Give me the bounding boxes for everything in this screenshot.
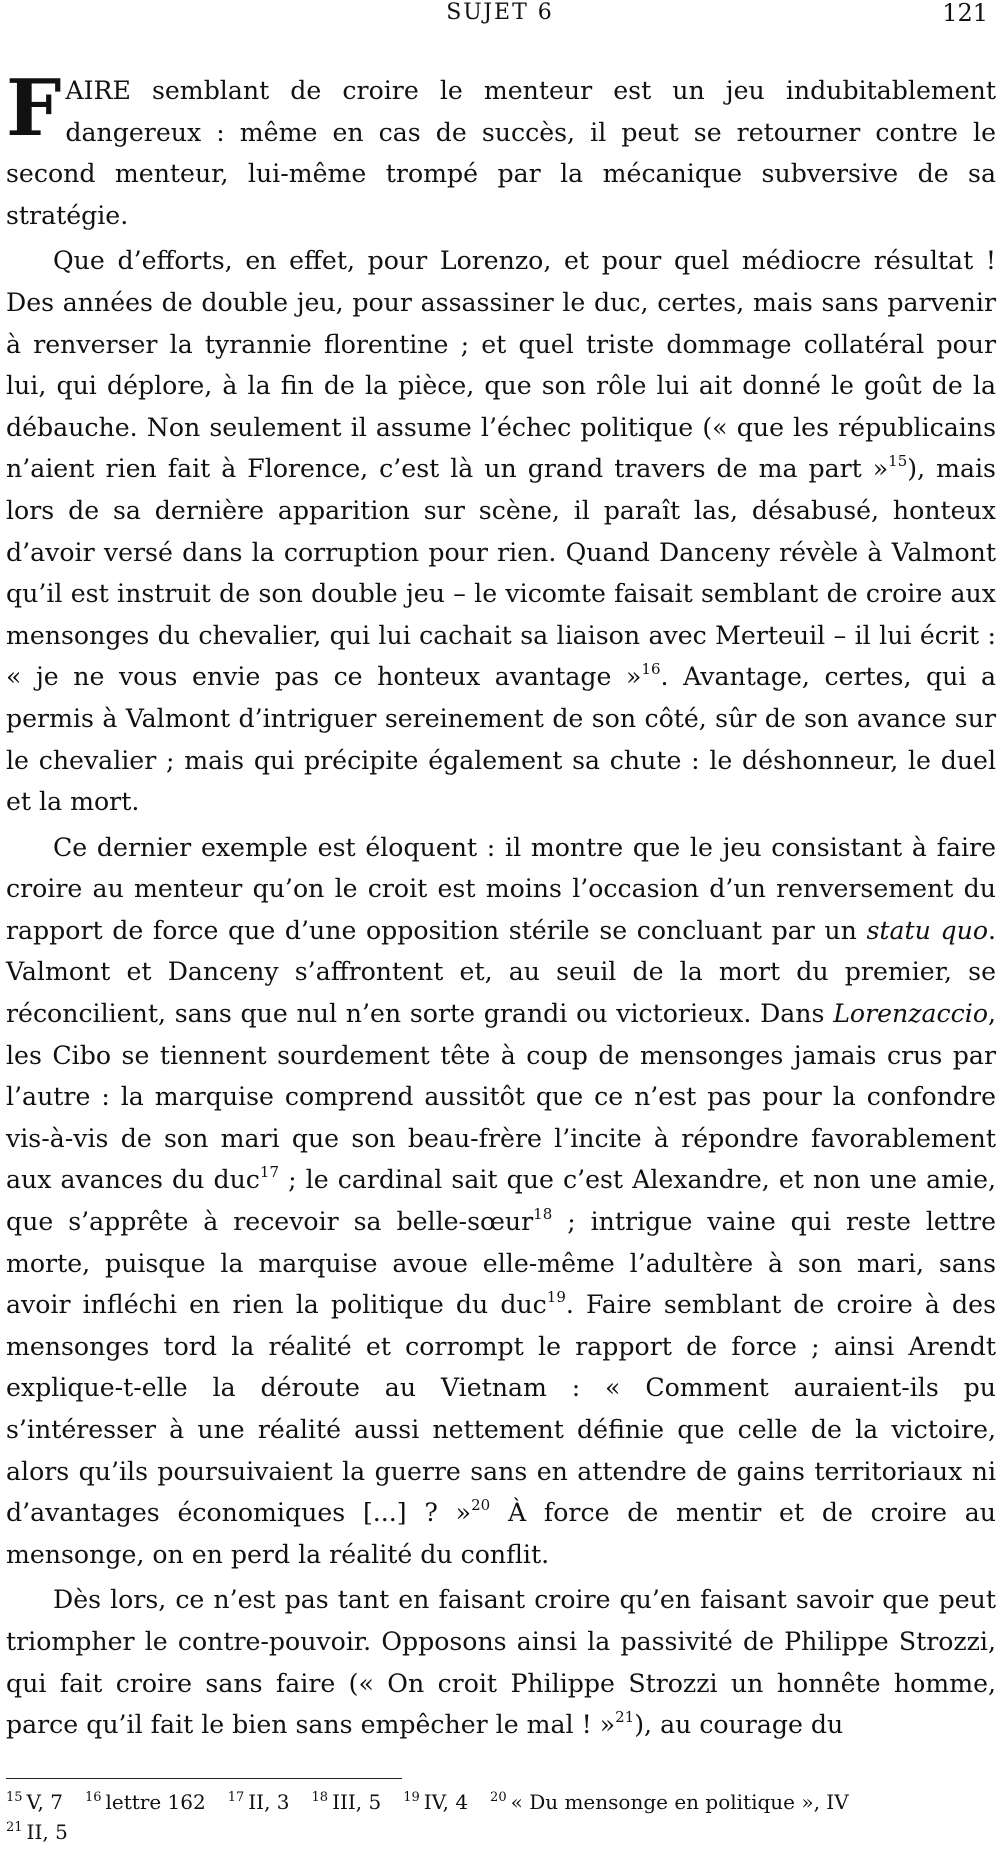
footnote [228, 1787, 290, 1817]
footnote-text: lettre 162 [105, 1790, 206, 1814]
text-run: ), mais lors de sa dernière apparition sur scène, il paraît las, désabusé, honteux d’avoir versé dans la corruption pour rien. Quand Danceny révèle à Valmont qu’il est instruit de son double jeu – le vicomte faisait semblant de croire aux mensonges du chevalier, qui lui cachait sa liaison avec Merteuil – il lui écrit : « je ne vous envie pas ce honteux avantage » [6, 454, 996, 692]
paragraph [6, 240, 996, 822]
page-number: 121 [942, 0, 988, 27]
footnote-number: 20 [490, 1790, 507, 1805]
footnote-ref: 16 [641, 660, 661, 679]
footnote-number: 16 [84, 1790, 102, 1805]
text-run: semblant de croire le menteur est un jeu indubitablement dangereux : même en cas de succès, il peut se retourner contre le second menteur, lui-même trompé par la mécanique subversive de sa stratégie. [6, 76, 996, 230]
footnote-text: II, 3 [248, 1790, 290, 1814]
footnote-ref: 20 [471, 1496, 491, 1515]
text-run: ; le cardinal sait que c’est Alexandre, et non une amie, que s’apprête à recevoir sa belle-sœur [6, 1165, 996, 1237]
text-run: ; intrigue vaine qui reste lettre morte, puisque la marquise avoue elle-même l’adultère à son mari, sans avoir infléchi en rien la politique du duc [6, 1207, 996, 1320]
text-run: ), au courage du [634, 1710, 844, 1740]
footnote-ref: 19 [546, 1288, 566, 1307]
text-run: , les Cibo se tiennent sourdement tête à coup de mensonges jamais crus par l’autre : la marquise comprend aussitôt que ce n’est pas pour la confondre vis-à-vis de son mari que son beau-frère l’incite à répondre favorablement aux avances du duc [6, 999, 996, 1195]
footnote-rule [6, 1778, 402, 1779]
footnote-number: 19 [403, 1790, 420, 1805]
text-run: Que d’efforts, en effet, pour Lorenzo, et pour quel médiocre résultat ! Des années de double jeu, pour assassiner le duc, certes, mais sans parvenir à renverser la tyrannie florentine ; et quel triste dommage collatéral pour lui, qui déplore, à la fin de la pièce, que son rôle lui ait donné le goût de la débauche. Non seulement il assume l’échec politique (« que les républicains n’aient rien fait à Florence, c’est là un grand travers de ma part » [6, 246, 996, 484]
footnote [312, 1787, 382, 1817]
page-header [0, 0, 1000, 28]
footnote [490, 1787, 849, 1817]
footnote [85, 1787, 206, 1817]
body-text [6, 63, 997, 1750]
paragraph [6, 827, 996, 1576]
footnote-text: « Du mensonge en politique », IV [510, 1790, 849, 1814]
small-caps-lead: AIRE [65, 76, 131, 105]
footnote-ref: 15 [888, 452, 908, 471]
footnote [6, 1817, 68, 1847]
paragraph [6, 63, 996, 236]
footnote-text: II, 5 [26, 1820, 68, 1844]
italic-text: Lorenzaccio [833, 999, 988, 1029]
footnote-number: 18 [311, 1790, 329, 1805]
text-run: . Faire semblant de croire à des mensonges tord la réalité et corrompt le rapport de force ; ainsi Arendt explique-t-elle la déroute au Vietnam : « Comment auraient-ils pu s’intéresser à une réalité aussi nettement définie que celle de la victoire, alors qu’ils poursuivaient la guerre sans en attendre de gains territoriaux ni d’avantages économiques [...] ? » [6, 1290, 996, 1528]
footnote [6, 1787, 63, 1817]
text-run: À force de mentir et de croire au mensonge, on en perd la réalité du conflit. [6, 1498, 997, 1569]
footnote-number: 21 [6, 1820, 23, 1835]
footnote-line [6, 1787, 996, 1817]
footnote-line [6, 1817, 996, 1847]
text-run: . Avantage, certes, qui a permis à Valmont d’intriguer sereinement de son côté, sûr de son avance sur le chevalier ; mais qui précipite également sa chute : le déshonneur, le duel et la mort. [6, 662, 997, 817]
text-run: Ce dernier exemple est éloquent : il montre que le jeu consistant à faire croire au menteur qu’on le croit est moins l’occasion d’un renversement du rapport de force que d’une opposition stérile se concluant par un [6, 832, 996, 945]
running-title: SUJET 6 [446, 0, 554, 25]
text-run: . Valmont et Danceny s’affrontent et, au seuil de la mort du premier, se réconcilient, sans que nul n’en sorte grandi ou victorieux. Dans [6, 915, 996, 1029]
footnote-ref: 18 [533, 1205, 553, 1224]
footnote-number: 17 [227, 1790, 245, 1805]
footnote-number: 15 [6, 1790, 23, 1805]
footnote-ref: 17 [259, 1163, 280, 1182]
footnote-text: III, 5 [332, 1790, 382, 1814]
italic-text: statu quo [866, 915, 988, 945]
paragraph [6, 1579, 996, 1745]
footnotes [6, 1778, 996, 1847]
text-run: Dès lors, ce n’est pas tant en faisant croire qu’en faisant savoir que peut triompher le contre-pouvoir. Opposons ainsi la passivité de Philippe Strozzi, qui fait croire sans faire (« On croit Philippe Strozzi un honnête homme, parce qu’il fait le bien sans empêcher le mal ! » [6, 1585, 996, 1740]
footnote-text: V, 7 [26, 1790, 63, 1814]
drop-cap: F [6, 63, 62, 154]
footnote-text: IV, 4 [423, 1790, 469, 1814]
footnote-ref: 21 [615, 1708, 635, 1727]
footnote [403, 1787, 468, 1817]
